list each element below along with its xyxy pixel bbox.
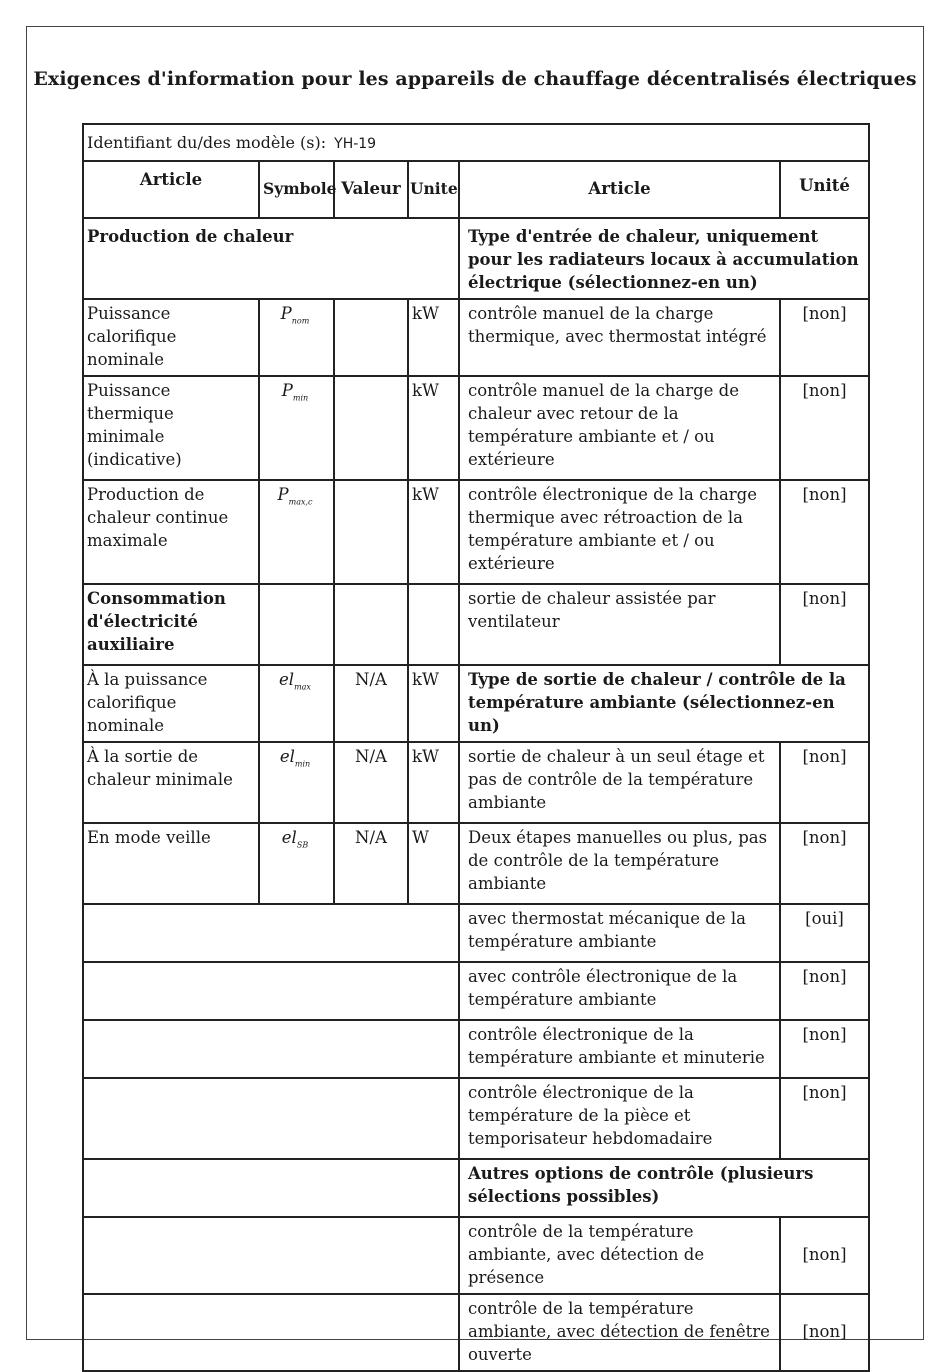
empty-cell [83,904,459,962]
table-row [83,299,869,376]
table-row [83,1020,869,1078]
row-label: Puissance calorifique nominale [83,299,259,376]
header-row [83,161,869,218]
table-row [83,584,869,665]
table-row [83,742,869,823]
section-row [83,218,869,299]
row-value [334,376,408,480]
row-value: N/A [334,823,408,904]
empty-cell [408,584,459,665]
option-value: [non] [780,584,869,665]
header-article-right: Article [459,161,780,218]
row-unit: W [408,823,459,904]
option-value: [non] [780,1217,869,1294]
row-unit: kW [408,742,459,823]
model-value: YH-19 [334,136,377,152]
table-row [83,823,869,904]
row-value [334,299,408,376]
option-label: contrôle électronique de la charge thermique avec rétroaction de la température ambiante et / ou extérieure [459,480,780,584]
header-unite: Unite [408,161,459,218]
option-label: contrôle électronique de la température de la pièce et temporisateur hebdomadaire [459,1078,780,1159]
model-cell [83,124,869,161]
table-row [83,480,869,584]
empty-cell [83,1020,459,1078]
row-symbol: $P_{nom}$ [259,299,334,376]
row-symbol: $el_{min}$ [259,742,334,823]
table-row [83,665,869,742]
other-heading: Autres options de contrôle (plusieurs sélections possibles) [459,1159,869,1217]
option-value: [non] [780,299,869,376]
option-label: sortie de chaleur à un seul étage et pas de contrôle de la température ambiante [459,742,780,823]
option-value: [non] [780,480,869,584]
option-label: avec thermostat mécanique de la température ambiante [459,904,780,962]
empty-cell [83,1159,459,1217]
production-heading: Production de chaleur [83,218,459,299]
row-label: En mode veille [83,823,259,904]
option-value: [non] [780,1020,869,1078]
row-value: N/A [334,742,408,823]
table-row [83,1217,869,1294]
option-value: [non] [780,962,869,1020]
header-symbole: Symbole [259,161,334,218]
row-symbol: $P_{min}$ [259,376,334,480]
option-value: [non] [780,742,869,823]
empty-cell [83,962,459,1020]
row-unit: kW [408,480,459,584]
table-row [83,1294,869,1371]
option-label: avec contrôle électronique de la température ambiante [459,962,780,1020]
aux-heading: Consommation d'électricité auxiliaire [83,584,259,665]
table-row [83,904,869,962]
empty-cell [83,1294,459,1371]
row-label: Production de chaleur continue maximale [83,480,259,584]
row-symbol: $el_{SB}$ [259,823,334,904]
option-label: contrôle électronique de la température ambiante et minuterie [459,1020,780,1078]
empty-cell [334,584,408,665]
row-label: Puissance thermique minimale (indicative) [83,376,259,480]
row-value: N/A [334,665,408,742]
row-label: À la puissance calorifique nominale [83,665,259,742]
table-row [83,376,869,480]
row-unit: kW [408,376,459,480]
header-article: Article [83,161,259,218]
header-valeur: Valeur [334,161,408,218]
option-value: [non] [780,376,869,480]
option-label: contrôle manuel de la charge thermique, avec thermostat intégré [459,299,780,376]
option-value: [non] [780,823,869,904]
option-label: contrôle de la température ambiante, avec détection de fenêtre ouverte [459,1294,780,1371]
output-heading: Type de sortie de chaleur / contrôle de la température ambiante (sélectionnez-en un) [459,665,869,742]
table-row [83,1159,869,1217]
empty-cell [83,1217,459,1294]
empty-cell [83,1078,459,1159]
option-value: [non] [780,1294,869,1371]
document-title: Exigences d'information pour les appareils de chauffage décentralisés électriques [33,68,917,90]
table-row [83,1078,869,1159]
heat-input-heading: Type d'entrée de chaleur, uniquement pour les radiateurs locaux à accumulation électrique (sélectionnez-en un) [459,218,869,299]
option-value: [oui] [780,904,869,962]
row-value [334,480,408,584]
spec-table [82,123,870,1372]
empty-cell [259,584,334,665]
model-label: Identifiant du/des modèle (s): [87,133,327,152]
row-symbol: $P_{max,c}$ [259,480,334,584]
option-value: [non] [780,1078,869,1159]
option-label: Deux étapes manuelles ou plus, pas de contrôle de la température ambiante [459,823,780,904]
header-unite-right: Unité [780,161,869,218]
row-symbol: $el_{max}$ [259,665,334,742]
table-row [83,962,869,1020]
row-label: À la sortie de chaleur minimale [83,742,259,823]
row-unit: kW [408,299,459,376]
option-label: contrôle manuel de la charge de chaleur avec retour de la température ambiante et / ou extérieure [459,376,780,480]
row-unit: kW [408,665,459,742]
model-row [83,124,869,161]
option-label: contrôle de la température ambiante, avec détection de présence [459,1217,780,1294]
option-label: sortie de chaleur assistée par ventilateur [459,584,780,665]
